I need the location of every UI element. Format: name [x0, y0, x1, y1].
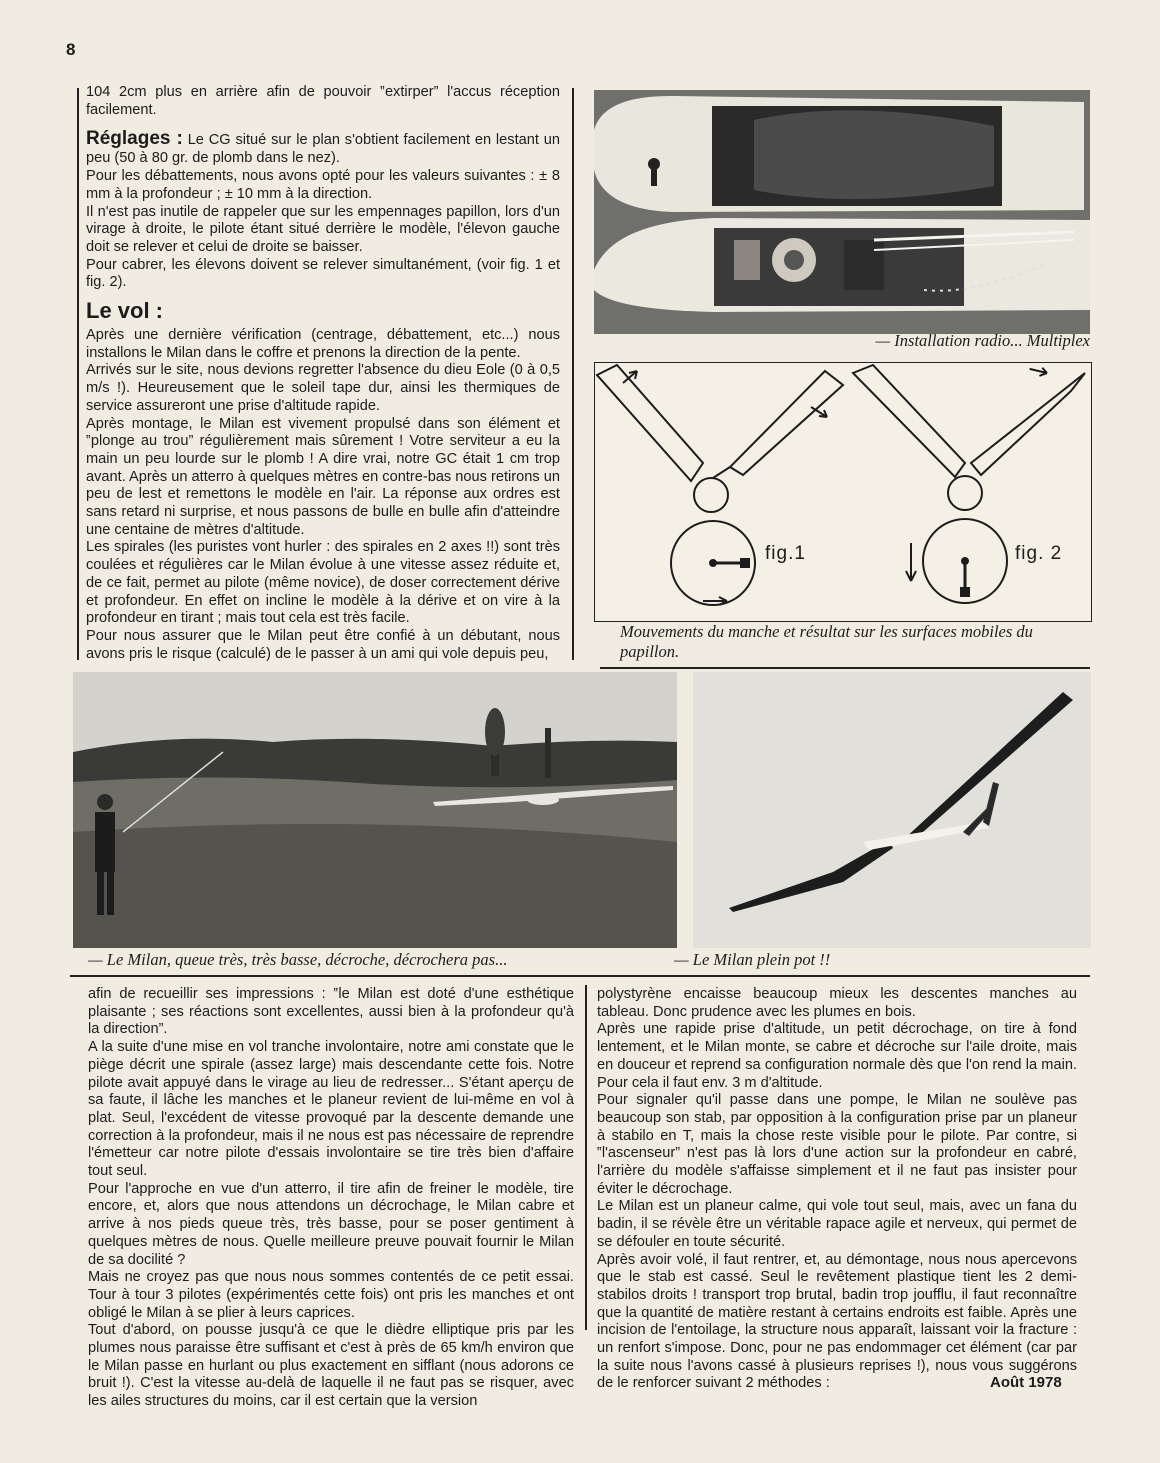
paragraph: Les spirales (les puristes vont hurler : des spirales en 2 axes !!) sont très coulées et régulières car le Milan évolue à une vitesse assez réduite et, de ce fait, permet au pilote (même novice), de doser correctement dérive et profondeur. En effet on incline le modèle à la dérive et on vire à la profondeur en tirant ; mais tout cela est très facile.: [86, 539, 560, 627]
paragraph: Après une dernière vérification (centrage, débattement, etc...) nous installons le Milan dans le coffre et prenons la direction de la pente.: [86, 327, 560, 361]
paragraph: [86, 128, 560, 168]
section-heading-vol: Le vol :: [86, 298, 164, 324]
section-heading-reglages: Réglages :: [86, 128, 183, 150]
issue-date: Août 1978: [990, 1374, 1062, 1391]
paragraph: Pour signaler qu'il passe dans une pompe, le Milan ne soulève pas beaucoup son stab, par opposition à la configuration prise par un planeur à stabilo en T, mais la chose reste visible pour le pilote. Par contre, si ‟l'ascenseur” n'est pas là lors d'une action sur la profondeur en cabré, l'arrière du modèle s'affaisse simplement et il ne faut pas insister pour éviter le décrochage.: [597, 1092, 1077, 1197]
paragraph-text: Le CG situé sur le plan s'obtient facilement en lestant un peu (50 à 80 gr. de plomb dans le nez).: [86, 132, 560, 167]
paragraph: Pour les débattements, nous avons opté pour les valeurs suivantes : ± 8 mm à la profondeur ; ± 10 mm à la direction.: [86, 168, 560, 202]
paragraph: Arrivés sur le site, nous devions regretter l'absence du dieu Eole (0 à 0,5 m/s !). Heureusement que le soleil tape dur, ainsi les thermiques de service assureront une prise d'altitude rapide.: [86, 362, 560, 414]
paragraph: Le Milan est un planeur calme, qui vole tout seul, mais, avec un fana du badin, il se révèle être un véritable rapace agile et nerveux, qui permet de se défouler en toute sécurité.: [597, 1198, 1077, 1250]
center-column-rule-bottom: [585, 985, 587, 1330]
paragraph: Pour cabrer, les élevons doivent se relever simultanément, (voir fig. 1 et fig. 2).: [86, 256, 560, 291]
milan-low-tail-photo: [73, 672, 677, 948]
paragraph: Pour l'approche en vue d'un atterro, il tire afin de freiner le modèle, tire encore, et, alors que nous attendons un décrochage, le Milan cabre et arrive à nos pieds queue très, très basse, pour se poser gentiment à quelques mètres de nous. Quelle meilleure preuve pouvait fournir le Milan de sa docilité ?: [88, 1180, 574, 1268]
section-rule: [600, 667, 1090, 669]
stick-movement-figure: [594, 362, 1092, 622]
caption-stick-movement: Mouvements du manche et résultat sur les surfaces mobiles du papillon.: [620, 622, 1033, 661]
paragraph: Tout d'abord, on pousse jusqu'à ce que le dièdre elliptique pris par les plumes nous paraisse être suffisant et c'est à près de 65 km/h environ que le Milan passe en hurlant ou plus exactement en sifflant (nous adorons ce bruit !). C'est la vitesse au-delà de laquelle il ne faut pas se risquer, avec les ailes structures du moins, car il est certain que la version: [88, 1322, 574, 1410]
glider-illustration: [693, 672, 1091, 948]
page-number: 8: [66, 40, 76, 59]
caption-milan-full: — Le Milan plein pot !!: [674, 950, 831, 969]
caption-rule: [70, 975, 1090, 977]
paragraph: A la suite d'une mise en vol tranche involontaire, notre ami constate que le piège décrit une spirale (assez large) mais descendante cette fois. Notre pilote avait appuyé dans le virage au lieu de redresser... S'étant aperçu de sa faute, il lâche les manches et le planeur revient de lui-même en vol à plat. Seul, l'excédent de vitesse provoqué par la descente demande une correction à la profondeur, mais il ne nous est pas nécessaire de reprendre l'émetteur car notre pilote d'essais involontaire se tire très bien d'affaire tout seul.: [88, 1039, 574, 1180]
paragraph: Après avoir volé, il faut rentrer, et, au démontage, nous nous apercevons que le stab est cassé. Seul le revêtement plastique tient les 2 demi-stabilos droits ! transport trop brutal, badin trop joufflu, il faut reconnaître que la quantité de matière restant à certains endroits est faible. Après une incision de l'entoilage, la structure nous apparaît, laissant voir la fracture : un renfort s'impose. Donc, pour ne pas endommager cet élément (car par la suite nous l'avons cassé à plusieurs reprises !), nous vous suggérons de le renforcer suivant 2 méthodes :: [597, 1251, 1077, 1392]
fig-2-label: fig. 2: [1015, 543, 1063, 564]
radio-installation-photo: [594, 90, 1090, 334]
center-column-rule-top: [572, 88, 574, 660]
paragraph: Il n'est pas inutile de rappeler que sur les empennages papillon, lors d'un virage à droite, le pilote étant situé derrière le modèle, l'élevon gauche doit se relever et celui de droite se baisser.: [86, 203, 560, 255]
caption-radio: — Installation radio... Multiplex: [875, 331, 1090, 350]
v-tail-diagram: [595, 363, 1091, 621]
landscape-illustration: [73, 672, 677, 948]
caption-milan-low: — Le Milan, queue très, très basse, décroche, décrochera pas...: [88, 950, 508, 969]
article-column-bottom-left: [88, 986, 574, 1411]
paragraph: Mais ne croyez pas que nous nous sommes contentés de ce petit essai. Tour à tour 3 pilotes (expérimentés cette fois) ont pris les manches et ont obligé le Milan à se plier à leurs caprices.: [88, 1269, 574, 1321]
paragraph: Après montage, le Milan est vivement propulsé dans son élément et ‟plonge au trou” régulièrement mais sûrement ! Votre serviteur a eu la main un peu lourde sur le plomb ! A dire vrai, notre GC était 1 cm trop avant. Après un atterro à quelques mètres en contre-bas nous retirons un peu de lest et remettons le modèle en l'air. La réponse aux ordres est sans retard ni surprise, et nous passons de bulle en bulle afin d'atteindre une centaine de mètres d'altitude.: [86, 415, 560, 538]
milan-full-speed-photo: [693, 672, 1091, 948]
paragraph: Pour nous assurer que le Milan peut être confié à un débutant, nous avons pris le risque (calculé) de le passer à un ami qui vole depuis peu,: [86, 627, 560, 662]
article-column-bottom-right: [597, 986, 1077, 1393]
left-column-rule: [77, 88, 79, 660]
paragraph: Après une rapide prise d'altitude, un petit décrochage, on tire à fond lentement, et le Milan monte, se cabre et décroche sur l'aile droite, mais en douceur et reprend sa configuration normale dès que l'on rend la main. Pour cela il faut env. 3 m d'altitude.: [597, 1021, 1077, 1091]
paragraph: polystyrène encaisse beaucoup mieux les descentes manches au tableau. Donc prudence avec les plumes en bois.: [597, 986, 1077, 1020]
paragraph: afin de recueillir ses impressions : ‟le Milan est doté d'une esthétique plaisante ; ses réactions sont excellentes, aussi bien à la profondeur qu'à la direction”.: [88, 986, 574, 1038]
article-column-top-left: [86, 84, 560, 663]
paragraph: 104 2cm plus en arrière afin de pouvoir ‟extirper” l'accus réception facilement.: [86, 84, 560, 118]
fuselage-illustration: [594, 90, 1090, 334]
fig-1-label: fig.1: [765, 543, 806, 564]
